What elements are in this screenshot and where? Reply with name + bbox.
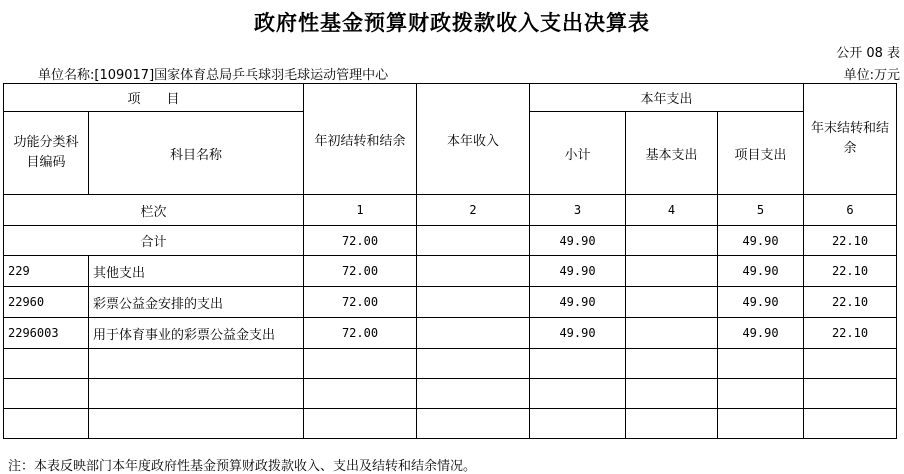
table-row: [4, 318, 897, 349]
table-row: [4, 409, 897, 439]
row-end-balance: [804, 409, 897, 439]
row-subtotal: 49.90: [530, 318, 626, 349]
unit-label: 单位:万元: [843, 68, 900, 83]
row-end-balance: 22.10: [804, 287, 897, 318]
row-code: 2296003: [4, 318, 89, 349]
row-subtotal: [530, 379, 626, 409]
row-income: [417, 379, 530, 409]
header-func-code: 功能分类科目编码: [4, 112, 89, 195]
row-subtotal: [530, 349, 626, 379]
row-basic: [626, 287, 718, 318]
total-subtotal: 49.90: [530, 226, 626, 256]
row-code: [4, 349, 89, 379]
header-expenditure: 本年支出: [530, 84, 804, 112]
table-row: [4, 349, 897, 379]
column-index-cell: 5: [718, 195, 804, 226]
row-subtotal: 49.90: [530, 287, 626, 318]
row-code: 229: [4, 256, 89, 287]
header-item: 项 目: [4, 84, 304, 112]
row-income: [417, 287, 530, 318]
row-project: [718, 379, 804, 409]
header-subject-name: 科目名称: [89, 112, 304, 195]
row-income: [417, 256, 530, 287]
row-begin-balance: [304, 379, 417, 409]
row-basic: [626, 349, 718, 379]
row-begin-balance: 72.00: [304, 287, 417, 318]
row-end-balance: 22.10: [804, 256, 897, 287]
row-name: [89, 409, 304, 439]
row-name: 用于体育事业的彩票公益金支出: [89, 318, 304, 349]
page-title: 政府性基金预算财政拨款收入支出决算表: [254, 10, 650, 35]
header-basic: 基本支出: [626, 112, 718, 195]
header-income: 本年收入: [417, 84, 530, 195]
row-end-balance: [804, 349, 897, 379]
header-project: 项目支出: [718, 112, 804, 195]
row-code: [4, 409, 89, 439]
row-project: 49.90: [718, 256, 804, 287]
row-begin-balance: 72.00: [304, 256, 417, 287]
row-income: [417, 318, 530, 349]
column-index-cell: 4: [626, 195, 718, 226]
total-end-balance: 22.10: [804, 226, 897, 256]
row-project: [718, 409, 804, 439]
header-begin-balance: 年初结转和结余: [304, 84, 417, 195]
row-basic: [626, 318, 718, 349]
row-basic: [626, 256, 718, 287]
row-begin-balance: [304, 349, 417, 379]
total-income: [417, 226, 530, 256]
row-begin-balance: [304, 409, 417, 439]
total-label: 合计: [4, 226, 304, 256]
total-begin-balance: 72.00: [304, 226, 417, 256]
row-end-balance: [804, 379, 897, 409]
row-income: [417, 409, 530, 439]
row-begin-balance: 72.00: [304, 318, 417, 349]
table-row: [4, 379, 897, 409]
column-index-cell: 2: [417, 195, 530, 226]
row-name: [89, 379, 304, 409]
column-index-label: 栏次: [4, 195, 304, 226]
row-name: [89, 349, 304, 379]
footnote: 注：本表反映部门本年度政府性基金预算财政拨款收入、支出及结转和结余情况。: [8, 459, 477, 474]
row-project: 49.90: [718, 287, 804, 318]
row-name: 彩票公益金安排的支出: [89, 287, 304, 318]
row-subtotal: [530, 409, 626, 439]
column-index-cell: 6: [804, 195, 897, 226]
column-index-cell: 1: [304, 195, 417, 226]
row-basic: [626, 409, 718, 439]
table-row: [4, 256, 897, 287]
unit-name: 单位名称:[109017]国家体育总局乒乓球羽毛球运动管理中心: [38, 68, 389, 83]
header-end-balance: 年末结转和结余: [804, 84, 897, 195]
row-subtotal: 49.90: [530, 256, 626, 287]
table-row: [4, 287, 897, 318]
header-subtotal: 小计: [530, 112, 626, 195]
total-row: [4, 226, 897, 256]
row-code: [4, 379, 89, 409]
row-basic: [626, 379, 718, 409]
row-income: [417, 349, 530, 379]
row-project: 49.90: [718, 318, 804, 349]
row-code: 22960: [4, 287, 89, 318]
row-name: 其他支出: [89, 256, 304, 287]
row-end-balance: 22.10: [804, 318, 897, 349]
form-code: 公开 08 表: [836, 46, 900, 61]
column-index-cell: 3: [530, 195, 626, 226]
budget-table: [3, 83, 897, 439]
total-project: 49.90: [718, 226, 804, 256]
total-basic: [626, 226, 718, 256]
row-project: [718, 349, 804, 379]
